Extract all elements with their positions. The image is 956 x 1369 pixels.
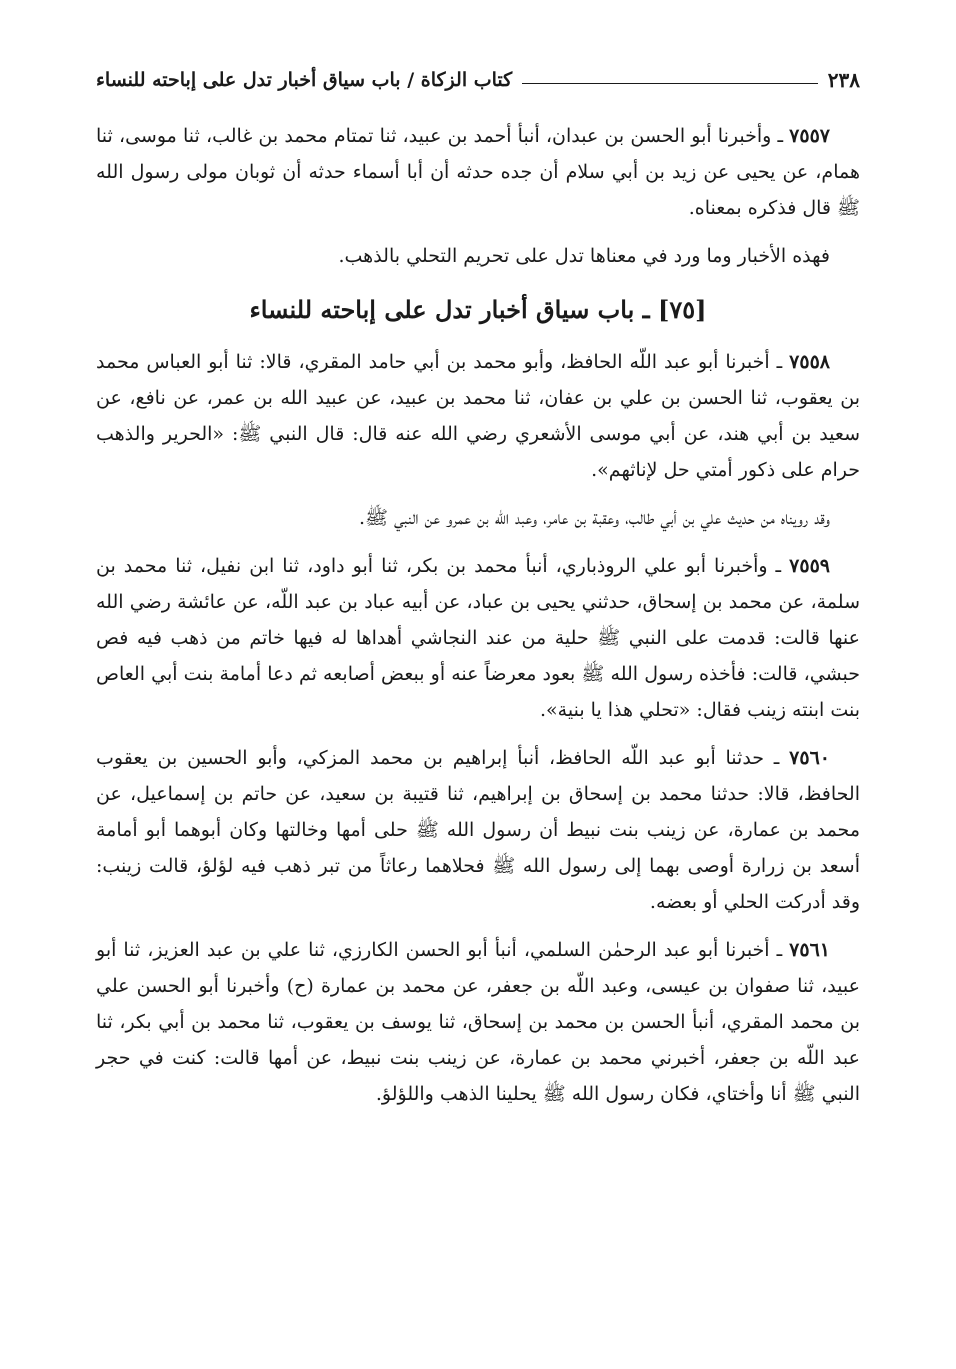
hadith-paragraph-7560 [96,740,860,920]
hadith-text: ـ وأخبرنا أبو الحسن بن عبدان، أنبأ أحمد بن عبيد، ثنا تمتام محمد بن غالب، ثنا موسى، ثنا همام، عن يحيى عن زيد بن أبي سلام أن جده حدثه أن أبا أسماء حدثه أن ثوبان مولى رسول الله ﷺ قال فذكره بمعناه. [96,125,860,219]
hadith-text: ـ أخبرنا أبو عبد الرحمٰن السلمي، أنبأ أبو الحسن الكارزي، ثنا علي بن عبد العزيز، ثنا أبو عبيد، ثنا صفوان بن عيسى، وعبد اللّه بن جعفر، عن محمد بن عمارة (ح) وأخبرنا أبو الحسن علي بن محمد المقري، أنبأ الحسن بن محمد بن إسحاق، ثنا يوسف بن يعقوب، ثنا محمد بن أبي بكر، ثنا عبد اللّه بن جعفر، أخبرني محمد بن عمارة، عن زينب بنت نبيط، عن أمها قالت: كنت في حجر النبي ﷺ أنا وأختاي، فكان رسول الله ﷺ يحلينا الذهب واللؤلؤ. [96,939,860,1105]
hadith-number: ٧٥٥٩ [789,555,830,577]
hadith-paragraph-7559 [96,548,860,728]
hadith-paragraph-7558 [96,344,860,488]
hadith-text: ـ وأخبرنا أبو علي الروذباري، أنبأ محمد بن بكر، ثنا أبو داود، ثنا ابن نفيل، ثنا محمد بن سلمة، عن محمد بن إسحاق، حدثني يحيى بن عباد، عن أبيه عباد بن عبد اللّه، عن عائشة رضي الله عنها قالت: قدمت على النبي ﷺ حلية من عند النجاشي أهداها له فيها خاتم من ذهب فيه فص حبشي، قالت: فأخذه رسول الله ﷺ بعود معرضاً عنه أو ببعض أصابعه ثم دعا أمامة بنت أبي العاص بنت ابنته زينب فقال: «تحلي هذا يا بنية». [96,555,860,721]
hadith-number: ٧٥٦٠ [789,747,830,769]
page-number: ٢٣٨ [827,68,860,92]
hadith-text: ـ حدثنا أبو عبد اللّه الحافظ، أنبأ إبراهيم بن محمد المزكي، وأبو الحسين بن يعقوب الحافظ، قالا: حدثنا محمد بن إسحاق بن إبراهيم، ثنا قتيبة بن سعيد، عن حاتم بن إسماعيل، عن محمد بن عمارة، عن زينب بنت نبيط أن رسول الله ﷺ حلى أمها وخالتها وكان أبوهما أبو أمامة أسعد بن زرارة أوصى بهما إلى رسول الله ﷺ فحلاهما رعاثاً من تبر ذهب فيه لؤلؤ، قالت زينب: وقد أدركت الحلي أو بعضه. [96,747,860,913]
hadith-number: ٧٥٥٨ [789,351,830,373]
chapter-heading: [٧٥] ـ باب سياق أخبار تدل على إباحته للنساء [249,295,707,324]
narration-note-text: وقد رويناه من حديث علي بن أبي طالب، وعقبة بن عامر، وعبد اللّه بن عمرو عن النبي ﷺ. [358,507,830,529]
running-title: كتاب الزكاة / باب سياق أخبار تدل على إباحته للنساء [96,69,513,91]
header-rule [522,83,818,84]
hadith-paragraph-7561 [96,932,860,1112]
running-header [96,62,860,98]
page-body [96,118,860,1124]
hadith-paragraph-7557 [96,118,860,226]
narration-note-paragraph [96,500,860,536]
closing-note: فهذه الأخبار وما ورد في معناها تدل على تحريم التحلي بالذهب. [338,245,830,267]
hadith-number: ٧٥٦١ [789,939,830,961]
hadith-number: ٧٥٥٧ [789,125,830,147]
hadith-text: ـ أخبرنا أبو عبد اللّه الحافظ، وأبو محمد بن أبي حامد المقري، قالا: ثنا أبو العباس محمد بن يعقوب، ثنا الحسن بن علي بن عفان، ثنا محمد بن عبيد، عن عبيد الله بن عمر، عن نافع، عن سعيد بن أبي هند، عن أبي موسى الأشعري رضي الله عنه قال: قال النبي ﷺ: «الحرير والذهب حرام على ذكور أمتي حل لإناثهم». [96,351,860,481]
